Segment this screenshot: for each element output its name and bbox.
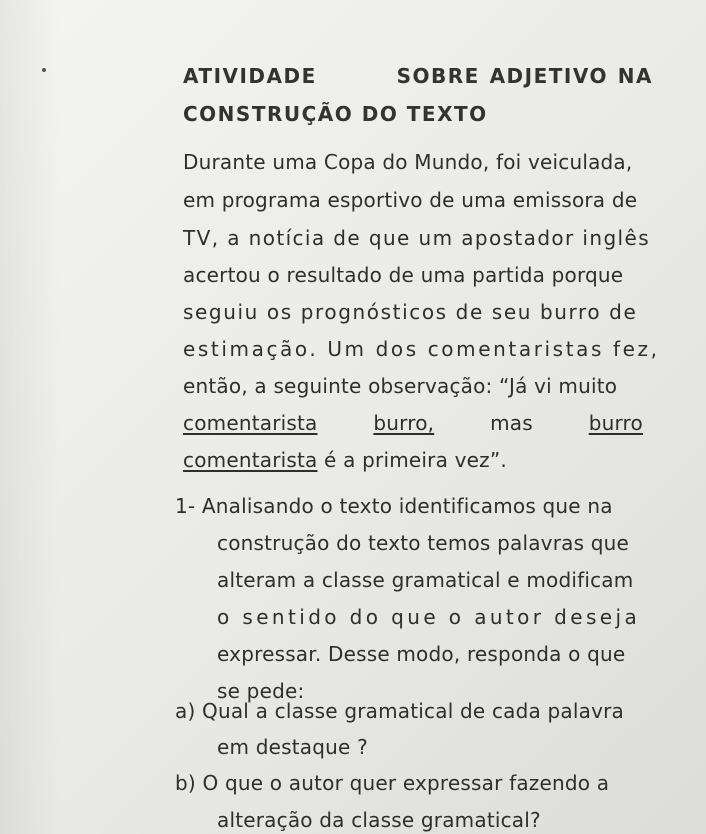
question-line-2: construção do texto temos palavras que: [217, 531, 630, 555]
passage-line-3: TV, a notícia de que um apostador inglês: [183, 226, 651, 250]
question-line-1: 1- Analisando o texto identificamos que na: [175, 494, 613, 518]
word-mas: mas: [490, 411, 533, 435]
passage-line-2: em programa esportivo de uma emissora de: [183, 188, 638, 212]
passage-line-8: [183, 411, 643, 435]
passage-line-5: seguiu os prognósticos de seu burro de: [183, 300, 638, 324]
passage-line-9-rest: é a primeira vez”.: [317, 448, 507, 472]
item-b-line-2: alteração da classe gramatical?: [217, 808, 541, 832]
item-a-line-1: a) Qual a classe gramatical de cada palavra: [175, 699, 625, 723]
item-a-line-2: em destaque ?: [217, 735, 368, 759]
question-line-5: expressar. Desse modo, responda o que: [217, 642, 626, 666]
passage-line-4: acertou o resultado de uma partida porque: [183, 263, 624, 287]
title-line-1: [183, 64, 653, 88]
question-line-3: alteram a classe gramatical e modificam: [217, 568, 634, 592]
title-word-sobre: SOBRE: [396, 64, 480, 88]
highlight-burro-1: burro,: [373, 411, 435, 435]
highlight-comentarista-1: comentarista: [183, 411, 318, 435]
title-line-2: CONSTRUÇÃO DO TEXTO: [183, 102, 488, 126]
passage-line-6: estimação. Um dos comentaristas fez,: [183, 337, 660, 361]
speck: [42, 68, 46, 72]
question-line-4: o sentido do que o autor deseja: [217, 605, 641, 629]
title-word-atividade: ATIVIDADE: [183, 64, 317, 88]
highlight-burro-2: burro: [588, 411, 643, 435]
highlight-comentarista-2: comentarista: [183, 448, 318, 472]
passage-line-7: então, a seguinte observação: “Já vi muito: [183, 374, 618, 398]
title-word-adjetivo: ADJETIVO: [489, 64, 608, 88]
question-line-6: se pede:: [217, 679, 305, 703]
title-word-na: NA: [617, 64, 653, 88]
item-b-line-1: b) O que o autor quer expressar fazendo a: [175, 771, 610, 795]
passage-line-1: Durante uma Copa do Mundo, foi veiculada,: [183, 150, 633, 174]
page-shadow: [0, 0, 60, 834]
passage-line-9: [183, 448, 507, 472]
